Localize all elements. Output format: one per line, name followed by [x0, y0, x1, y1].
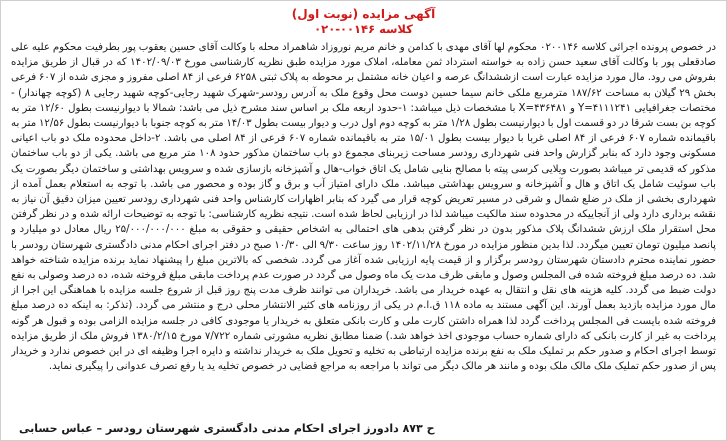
notice-body: در خصوص پرونده اجرائی کلاسه ۰۲۰۰۱۴۶ محکوم لها آقای مهدی با کدامن و خانم مریم نوروزاد شاهمراد محله با وکالت آقای حسین یعقوب پور بطرفیت محکوم علیه علی صادقعلی پور با وکالت آقای سعید حسن زاده به خواسته استرداد ثمن معامله، املاک مورد مزایده طبق نظریه کارشناسی مورخ ۱۴۰۲/۰۹/۰۳ که در قبال از طریق مزایده بفروش می رود. مال مورد مزایده عبارت است ازششدانگ عرصه و اعیان خانه مشتمل بر محوطه به پلاک ثبتی ۶۲۵۸ فرعی از ۸۴ اصلی مفروز و مجزی شده از ۶۰۷ فرعی بخش ۲۹ گیلان به مساحت ۱۸۷/۶۲ مترمربع ملکی خانم سیما حسین دوست محل وقوع ملک به آدرس رودسر-شهرک شهید رجایی-کوچه شهید رجایی ۸ (کوچه چهاندار) - مختصات جغرافیایی ۴۱۱۱۲۴۱=Y و ۴۳۶۴۸۱=X با مشخصات ذیل میباشد: ۱-حدود اربعه ملک بر اساس سند مشرح ذیل می باشد: شمالا با دیوارنیست بطول ۱۲/۶۰ متر به کوچه بن بست شرقا در دو قسمت اول با دیوارنیست بطول ۱/۲۸ متر به کوچه دوم اول درب و دیوار بیست بطول ۱۴/۰۳ متر به کوچه جنوبا با دیوارنیست بطول ۱۲/۵۶ متر به باقیمانده شماره ۶۰۷ فرعی از ۸۴ اصلی غربا با دیوار بیست بطول ۱۵/۰۱ متر به باقیمانده شماره ۶۰۷ فرعی از ۸۴ اصلی می باشد. ۲-داخل محدوده ملک دو باب اعیانی مسکونی وجود دارد که بنابر گزارش واحد فنی شهرداری رودسر مساحت زیربنای مجموع دو باب ساختمان مذکور حدود ۱۰۸ متر مربع می باشد. یکی از دو باب ساختمان مذکور که قدیمی تر میباشد بصورت ویلایی کرسی پیته با مصالح بنایی شامل یک اتاق خواب-هال و آشپزخانه بازسازی شده و سرویس بهداشتی و ساختمان دیگر بصورت یک باب سوئیت شامل یک اتاق و هال و آشپزخانه و سرویس بهداشتی میباشد. ملک دارای امتیاز آب و برق و گاز بوده و محصور می باشد. با توجه به استعلام بعمل آمده از شهرداری بخشی از ملک در ضلع شمال و شرقی در مسیر تعریض کوچه قرار می گیرد که بنابر اظهارات کارشناس واحد فنی شهرداری رودسر تعیین میزان دقیق آن نیاز به نقشه برداری دارد ولی از آنجاییکه در محدوده سند مالکیت میباشد لذا در ارزیابی لحاظ شده است. نتیجه نظریه کارشناسی: با توجه به توضیحات ارائه شده و در نظر گرفتن محل استقرار ملک ارزش ششدانگ پلاک مذکور بدون در نظر گرفتن بدهی های احتمالی به اشخاص حقیقی و حقوقی به مبلغ ۲۵/۰۰۰/۰۰۰/۰۰۰ ریال معادل دو میلیارد و پانصد میلیون تومان تعیین میگردد. لذا بدین منظور مزایده در مورخ ۱۴۰۲/۱۱/۲۸ روز ساعت ۹/۳۰ الی ۱۰/۳۰ صبح در دفتر اجرای احکام مدنی دادگستری شهرستان رودسر با حضور نماینده محترم دادستان شهرستان رودسر برگزار و از قیمت پایه ارزیابی شده آغاز می گردد. شخصی که بالاترین مبلغ را پیشنهاد نماید برنده مزایده شناخته خواهد شد. ده درصد مبلغ فروخته شده فی المجلس وصول و مابقی ظرف مدت یک ماه وصول می گردد در صورت عدم پرداخت مابقی مبلغ فروخته شده، ده درصد وصولی به نفع دولت ضبط می گردد. کلیه هزینه های نقل و انتقال به عهده خریدار می باشد. خریداران می توانند ظرف مدت پنج روز قبل از شروع جلسه مزایده با هماهنگی این اجرا از مال مورد مزایده بازدید بعمل آورند. این آگهی مستند به ماده ۱۱۸ ق.ا.م در یکی از روزنامه های کثیر الانتشار محلی درج و منتشر می گردد. (تذکر: به اینکه ده درصد مبلغ فروخته شده بایست فی المجلس پرداخت گردد لذا همراه داشتن کارت ملی و کارت بانکی متعلق به خریدار یا موجودی کافی در جلسه مزایده الزامی بوده و قبول هر گونه پرداخت به غیر از کارت بانکی که دارای شماره حساب موجودی اخذ خواهد شد.) ضمنا مطابق نظریه مشورتی شماره ۷/۷۲۲ مورخ ۱۳۸۰/۲/۱۵ فروش ملک از طریق مزایده توسط اجرای احکام و صدور حکم بر تملیک ملک به نفع برنده مزایده ارتباطی به تخلیه و تحویل ملک به خریدار نداشته و دایره اجرا وظیفه ای در این خصوص ندارد و خریدار پس از صدور حکم تملیک ملک مالک ملک بوده و مانند هر مالک دیگر می تواند با مراجعه به مراجع قضایی در خصوص تخلیه ید یا رفع تصرف عدوانی را پیگیری نماید.	[11, 42, 716, 373]
notice-title: آگهی مزایده (نوبت اول)	[291, 7, 436, 21]
notice-header	[11, 7, 716, 36]
notice-signature: ح ۸۷۳ دادورز اجرای احکام مدنی دادگستری شهرستان رودسر – عباس حسابی	[19, 422, 435, 435]
case-class-number: کلاسه ۰۰۱۴۶-۰۲۰	[314, 22, 413, 36]
